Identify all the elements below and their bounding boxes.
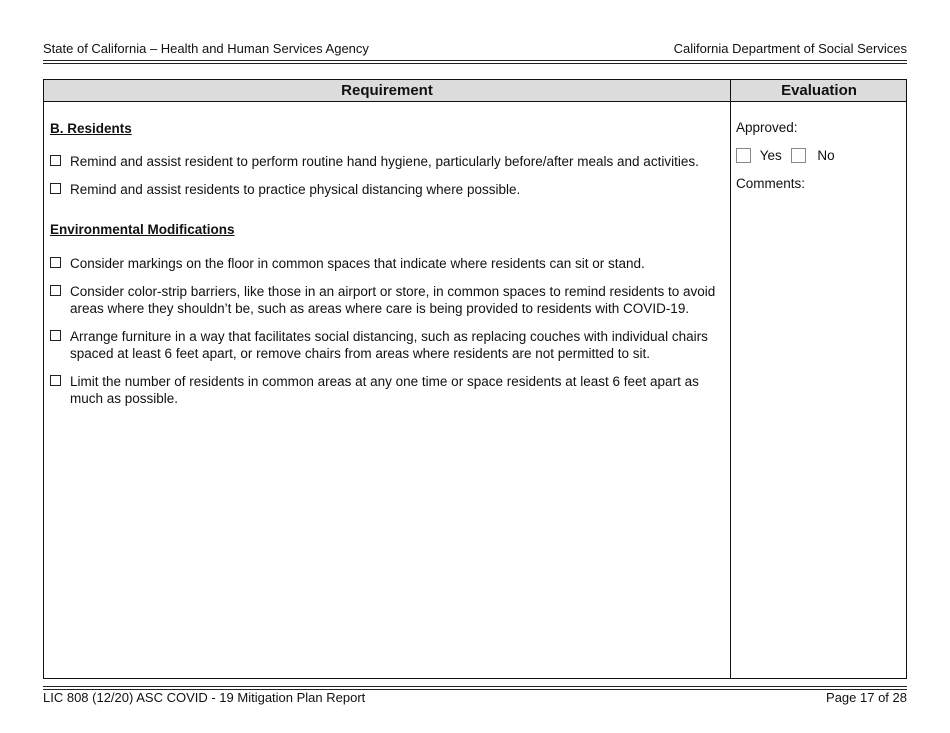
checklist-item-text: Remind and assist resident to perform routine hand hygiene, particularly before/after meals and activities. xyxy=(70,154,699,169)
requirements-column xyxy=(50,120,726,407)
column-header-requirement: Requirement xyxy=(341,82,433,99)
checkbox[interactable] xyxy=(50,155,61,166)
approved-yes-checkbox[interactable] xyxy=(736,148,751,163)
form-id: LIC 808 (12/20) ASC COVID - 19 Mitigation Plan Report xyxy=(43,690,366,705)
column-header-evaluation: Evaluation xyxy=(781,82,857,99)
page-number: Page 17 of 28 xyxy=(826,690,907,705)
checkbox[interactable] xyxy=(50,375,61,386)
page-header xyxy=(43,39,907,59)
checklist-item-text: Consider color-strip barriers, like those in an airport or store, in common spaces to remind residents to avoid areas where they shouldn’t be, such as areas where care is being provided to residents with COVID-19. xyxy=(70,284,716,316)
no-label: No xyxy=(817,148,835,163)
agency-name: State of California – Health and Human Services Agency xyxy=(43,41,369,56)
checkbox[interactable] xyxy=(50,257,61,268)
footer-rule xyxy=(43,686,907,687)
approval-options xyxy=(736,148,901,166)
checkbox[interactable] xyxy=(50,285,61,296)
comments-label: Comments: xyxy=(736,176,806,191)
checklist-item xyxy=(50,153,726,170)
requirements-table xyxy=(43,79,907,679)
column-divider xyxy=(730,80,731,678)
checklist-item-text: Consider markings on the floor in common spaces that indicate where residents can sit or stand. xyxy=(70,256,645,271)
checklist-item xyxy=(50,373,726,407)
checklist-item-text: Remind and assist residents to practice physical distancing where possible. xyxy=(70,182,521,197)
yes-label: Yes xyxy=(759,148,782,163)
checklist-item xyxy=(50,283,726,317)
checkbox[interactable] xyxy=(50,183,61,194)
header-rule xyxy=(43,60,907,61)
header-rule-2 xyxy=(43,63,907,64)
department-name: California Department of Social Services xyxy=(673,41,907,56)
checkbox[interactable] xyxy=(50,330,61,341)
section-title-residents: B. Residents xyxy=(50,121,132,136)
section-title-environmental: Environmental Modifications xyxy=(50,222,235,237)
approved-no-checkbox[interactable] xyxy=(791,148,806,163)
evaluation-column xyxy=(736,120,901,194)
checklist-item xyxy=(50,328,726,362)
table-header-row xyxy=(44,80,906,102)
checklist-item-text: Limit the number of residents in common areas at any one time or space residents at least 6 feet apart as much as possible. xyxy=(70,374,699,406)
checklist-item xyxy=(50,181,726,198)
page-footer xyxy=(43,688,907,708)
approved-label: Approved: xyxy=(736,120,798,135)
checklist-item xyxy=(50,255,726,272)
checklist-item-text: Arrange furniture in a way that facilitates social distancing, such as replacing couches with individual chairs spaced at least 6 feet apart, or remove chairs from areas where residents are not permitted to sit. xyxy=(70,329,708,361)
